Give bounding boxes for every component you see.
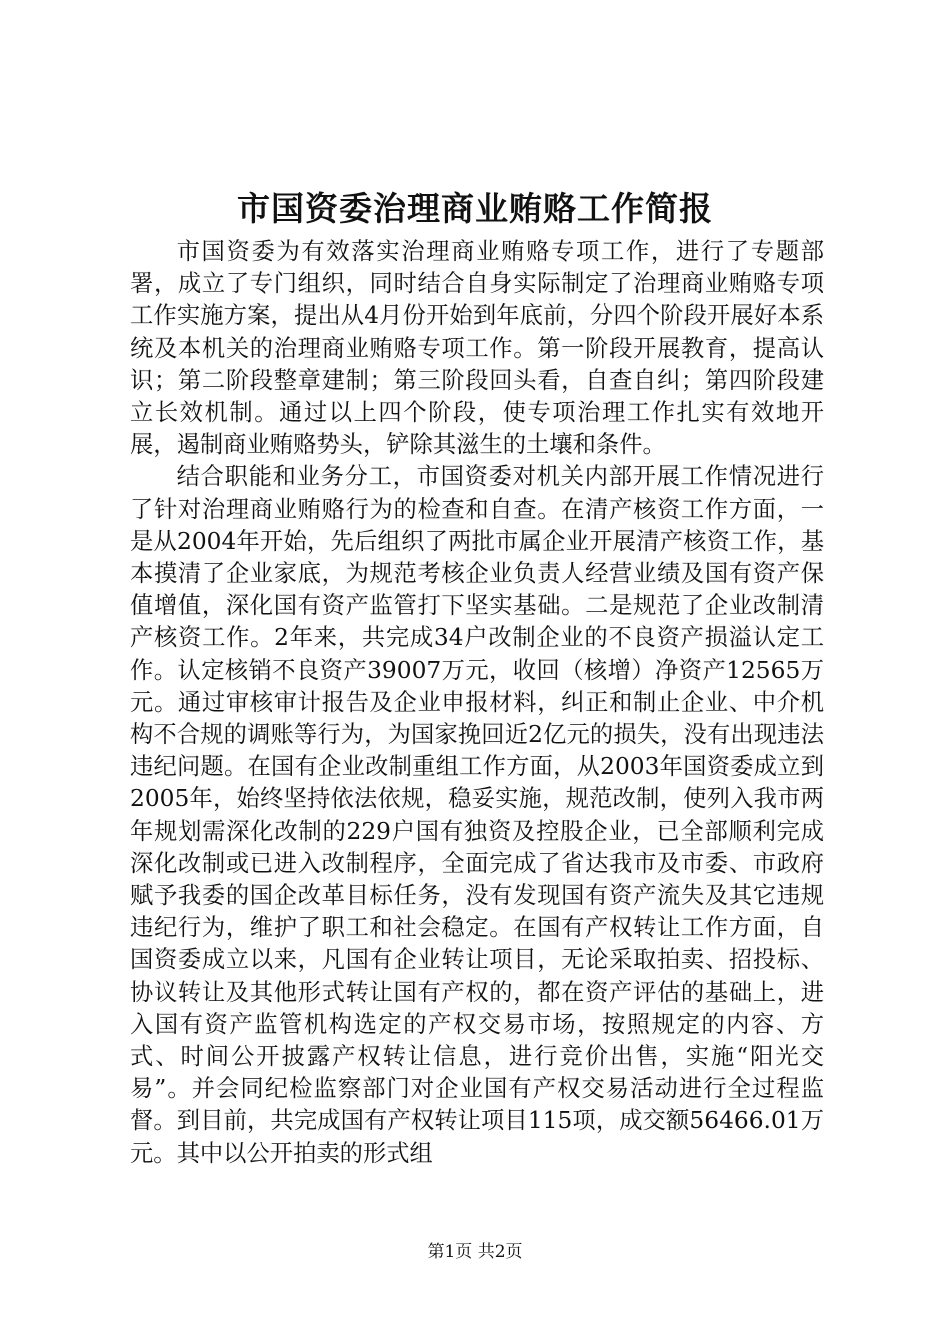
document-title: 市国资委治理商业贿赂工作简报 bbox=[237, 189, 713, 228]
paragraph-1: 市国资委为有效落实治理商业贿赂专项工作，进行了专题部署，成立了专门组织，同时结合自身实际制定了治理商业贿赂专项工作实施方案，提出从4月份开始到年底前，分四个阶段开展好本系统及本机关的治理商业贿赂专项工作。第一阶段开展教育，提高认识；第二阶段整章建制；第三阶段回头看，自查自纠；第四阶段建立长效机制。通过以上四个阶段，使专项治理工作扎实有效地开展，遏制商业贿赂势头，铲除其滋生的土壤和条件。 bbox=[130, 238, 824, 459]
page-number-footer: 第1页 共2页 bbox=[427, 1242, 523, 1262]
document-body bbox=[130, 236, 824, 1170]
paragraph-2: 结合职能和业务分工，市国资委对机关内部开展工作情况进行了针对治理商业贿赂行为的检查和自查。在清产核资工作方面，一是从2004年开始，先后组织了两批市属企业开展清产核资工作，基本摸清了企业家底，为规范考核企业负责人经营业绩及国有资产保值增值，深化国有资产监管打下坚实基础。二是规范了企业改制清产核资工作。2年来，共完成34户改制企业的不良资产损溢认定工作。认定核销不良资产39007万元，收回（核增）净资产12565万元。通过审核审计报告及企业申报材料，纠正和制止企业、中介机构不合规的调账等行为，为国家挽回近2亿元的损失，没有出现违法违纪问题。在国有企业改制重组工作方面，从2003年国资委成立到2005年，始终坚持依法依规，稳妥实施，规范改制，使列入我市两年规划需深化改制的229户国有独资及控股企业，已全部顺利完成深化改制或已进入改制程序，全面完成了省达我市及市委、市政府赋予我委的国企改革目标任务，没有发现国有资产流失及其它违规违纪行为，维护了职工和社会稳定。在国有产权转让工作方面，自国资委成立以来，凡国有企业转让项目，无论采取拍卖、招投标、协议转让及其他形式转让国有产权的，都在资产评估的基础上，进入国有资产监管机构选定的产权交易市场，按照规定的内容、方式、时间公开披露产权转让信息，进行竞价出售，实施“阳光交易”。并会同纪检监察部门对企业国有产权交易活动进行全过程监督。到目前，共完成国有产权转让项目115项，成交额56466.01万元。其中以公开拍卖的形式组 bbox=[130, 463, 824, 1167]
